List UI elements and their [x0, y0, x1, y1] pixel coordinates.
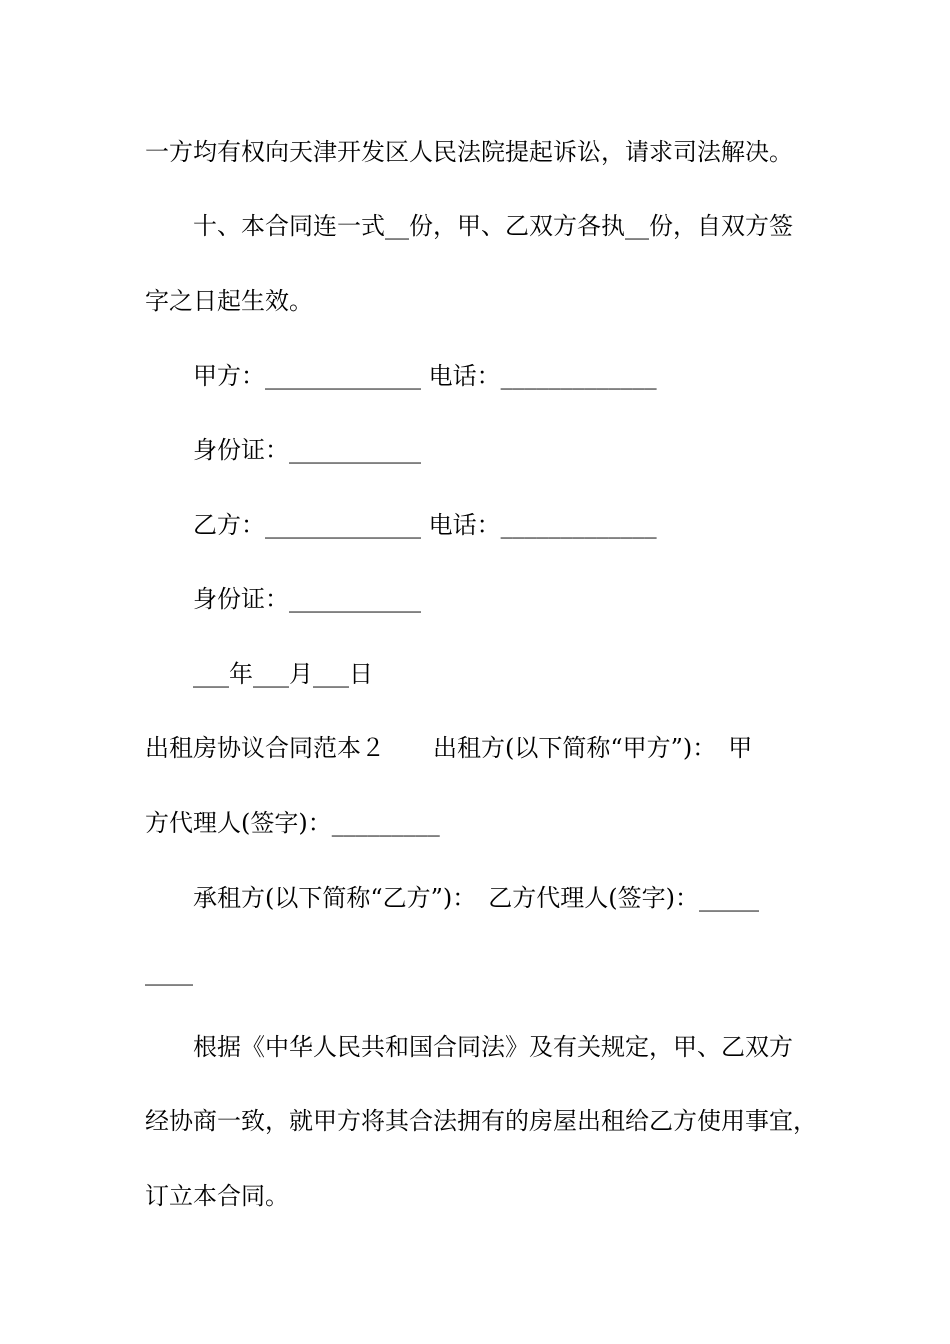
party-b-id-line: 身份证：___________ — [193, 585, 421, 613]
paragraph-line-dispute-resolution: 一方均有权向天津开发区人民法院提起诉讼，请求司法解决。 — [145, 138, 793, 166]
party-a-id-line: 身份证：___________ — [193, 436, 421, 464]
paragraph-line-agreement: 经协商一致，就甲方将其合法拥有的房屋出租给乙方使用事宜， — [145, 1107, 817, 1135]
paragraph-line-conclusion: 订立本合同。 — [145, 1182, 289, 1210]
lessor-agent-line: 方代理人(签字)：_________ — [145, 809, 440, 837]
party-a-signature-line: 甲方：_____________ 电话：_____________ — [193, 362, 657, 390]
paragraph-line-clause-ten: 十、本合同连一式__份，甲、乙双方各执__份，自双方签 — [193, 212, 793, 240]
lessee-line: 承租方(以下简称“乙方”)： 乙方代理人(签字)：_____ — [193, 884, 759, 912]
paragraph-line-legal-basis: 根据《中华人民共和国合同法》及有关规定，甲、乙双方 — [193, 1033, 793, 1061]
party-b-signature-line: 乙方：_____________ 电话：_____________ — [193, 511, 657, 539]
lessee-agent-blank-line: ____ — [145, 958, 193, 986]
sample-title-line: 出租房协议合同范本２ 出租方(以下简称“甲方”)： 甲 — [145, 734, 753, 762]
paragraph-line-effective: 字之日起生效。 — [145, 287, 313, 315]
date-line: ___年___月___日 — [193, 660, 373, 688]
